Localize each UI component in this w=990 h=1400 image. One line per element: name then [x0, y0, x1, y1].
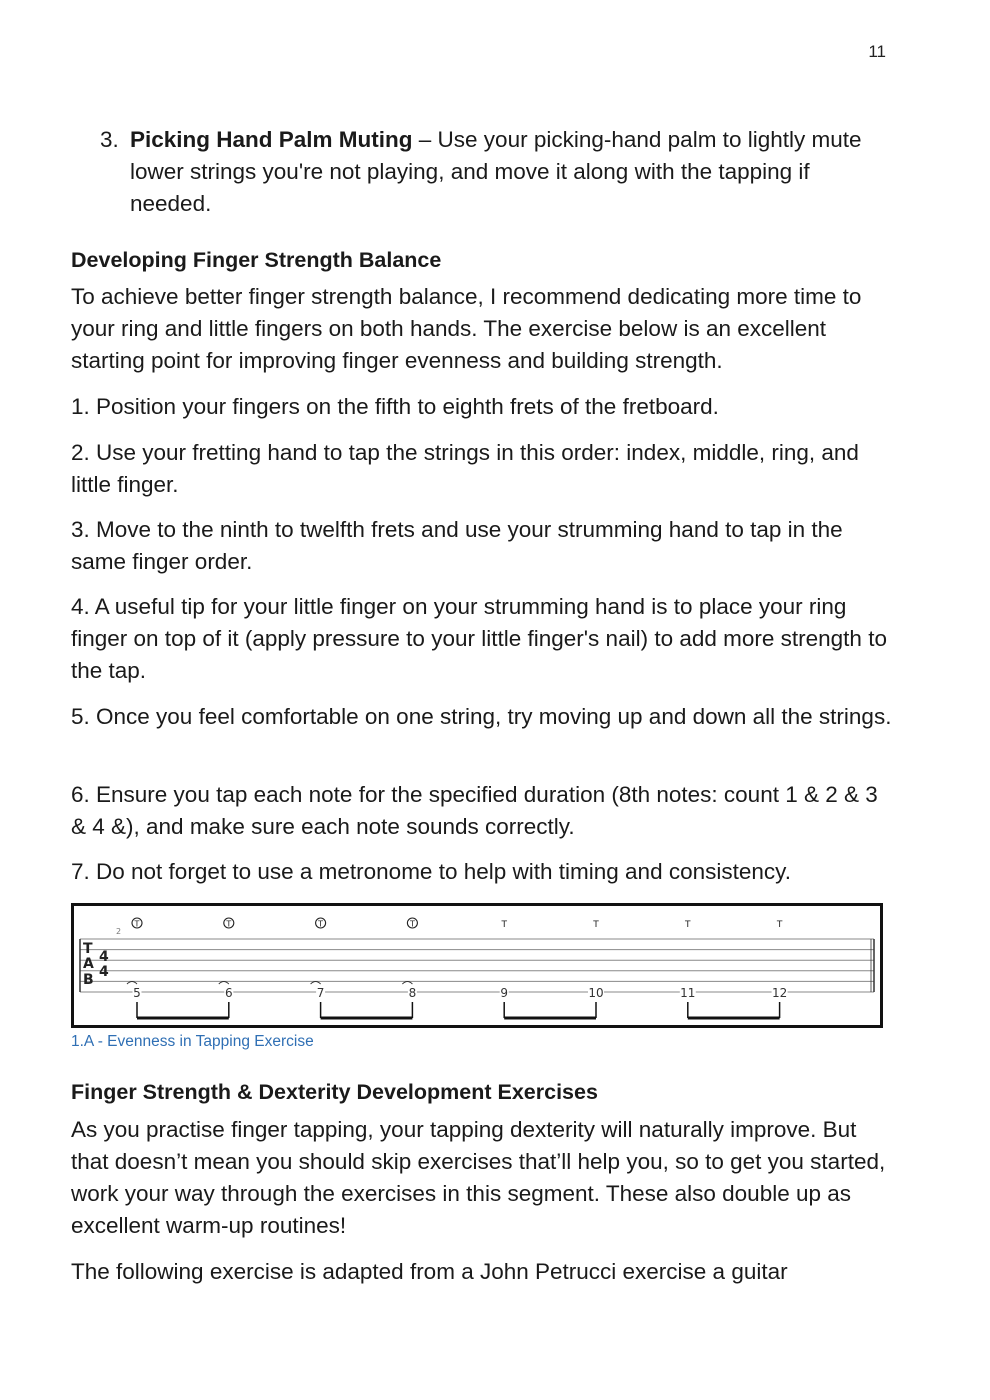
step-text: 5. Once you feel comfortable on one string, try moving up and down all the strings.: [71, 704, 892, 729]
heading-text: Developing Finger Strength Balance: [71, 248, 442, 272]
step-3: [71, 514, 893, 578]
step-text: 3. Move to the ninth to twelfth frets and use your strumming hand to tap in the same finger order.: [71, 517, 843, 574]
tap-marker: T: [501, 920, 507, 930]
step-1: [71, 391, 893, 423]
step-text: 2. Use your fretting hand to tap the strings in this order: index, middle, ring, and little finger.: [71, 440, 859, 497]
list-number: 3.: [100, 127, 119, 152]
time-signature-top: 4: [99, 949, 109, 965]
step-5: [71, 701, 893, 733]
page-number: 11: [868, 42, 886, 61]
fret-number: 5: [133, 986, 141, 1000]
fret-number: 9: [500, 986, 509, 1000]
step-text: 4. A useful tip for your little finger on your strumming hand is to place your ring finger on top of it (apply pressure to your little finger's nail) to add more strength to the tap.: [71, 594, 887, 683]
dexterity-paragraph-2: [71, 1256, 893, 1288]
list-item-bold-label: Picking Hand Palm Muting: [130, 127, 413, 152]
dexterity-paragraph-1: [71, 1114, 893, 1242]
fret-number: 11: [680, 986, 696, 1000]
fret-number: 8: [408, 986, 417, 1000]
tap-marker: T: [409, 919, 415, 929]
section-heading-dexterity: [71, 1078, 893, 1106]
step-6: [71, 779, 893, 843]
paragraph-text: The following exercise is adapted from a John Petrucci exercise a guitar: [71, 1259, 788, 1284]
tap-marker: T: [134, 919, 140, 929]
tap-marker: T: [685, 920, 691, 930]
section-intro-paragraph: [71, 281, 893, 377]
section-heading-balance: [71, 246, 893, 274]
fret-number: 6: [224, 986, 233, 1000]
list-item-description: – Use your picking-hand palm to lightly mute lower strings you're not playing, and move it along with the tapping if needed.: [130, 127, 862, 216]
time-signature-bottom: 4: [99, 964, 109, 980]
tap-marker: T: [593, 920, 599, 930]
tab-clef-t: T: [83, 941, 93, 957]
tab-clef-b: B: [83, 972, 94, 988]
paragraph-text: As you practise finger tapping, your tapping dexterity will naturally improve. But that doesn’t mean you should skip exercises that’ll help you, so to get you started, work your way through the exercises in this segment. These also double up as excellent warm-up routines!: [71, 1117, 886, 1238]
list-item-palm-muting: [100, 124, 890, 220]
list-item-text: [130, 124, 890, 220]
step-text: 7. Do not forget to use a metronome to help with timing and consistency.: [71, 859, 791, 884]
step-text: 1. Position your fingers on the fifth to eighth frets of the fretboard.: [71, 394, 719, 419]
tablature-staff: [74, 906, 880, 1025]
paragraph-text: To achieve better finger strength balance, I recommend dedicating more time to your ring and little fingers on both hands. The exercise below is an excellent starting point for improving finger evenness and building strength.: [71, 284, 862, 373]
step-7: [71, 856, 893, 888]
fret-number: 7: [316, 986, 325, 1000]
step-2: [71, 437, 893, 501]
tab-clef-a: A: [83, 956, 94, 972]
figure-caption: [71, 1033, 893, 1051]
tap-marker: T: [318, 919, 324, 929]
fret-number: 10: [588, 986, 604, 1000]
fret-number: 12: [771, 986, 788, 1000]
step-4: [71, 591, 893, 687]
tap-marker: T: [776, 920, 783, 930]
tablature-figure: [71, 903, 883, 1028]
step-text: 6. Ensure you tap each note for the specified duration (8th notes: count 1 & 2 & 3 & 4 &), and make sure each note sounds correctly.: [71, 782, 878, 839]
measure-number: 2: [116, 927, 122, 936]
tap-marker: T: [226, 919, 232, 929]
heading-text: Finger Strength & Dexterity Development Exercises: [71, 1080, 598, 1104]
caption-text: 1.A - Evenness in Tapping Exercise: [71, 1033, 314, 1050]
